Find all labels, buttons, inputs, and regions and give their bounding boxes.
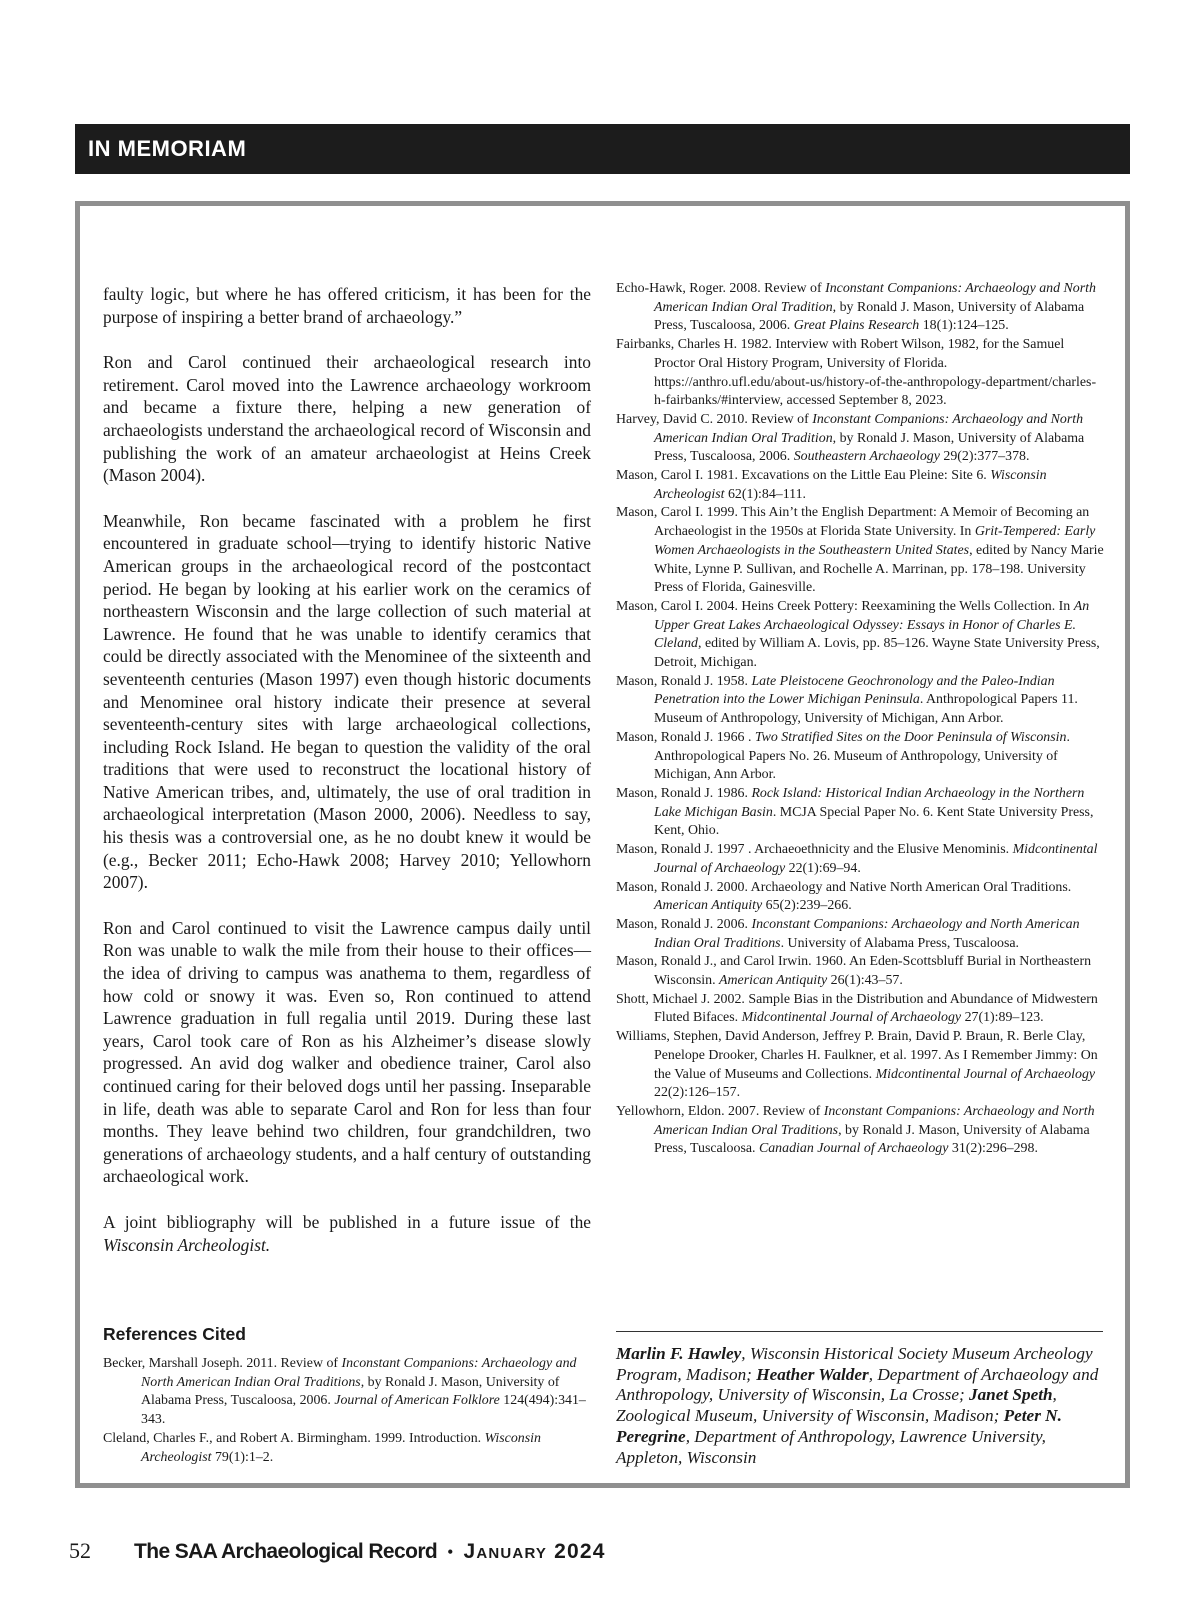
ref-text: Yellowhorn, Eldon. 2007. Review of [616,1103,824,1119]
journal-name: The SAA Archaeological Record [134,1540,438,1563]
ref-title: Inconstant Companions: Archaeology and North American Indian Oral Tradition [654,281,1096,315]
ref-title: American Antiquity [719,973,828,989]
ref-text: , edited by Nancy Marie White, Lynne P. Sullivan, and Rochelle A. Marrinan, pp. 178–198. University Press of Florida, Gainesville. [654,542,1104,596]
body-paragraph: Ron and Carol continued their archaeological research into retirement. Carol moved into the Lawrence archaeology workroom and became a fixture there, helping a new generation of archaeologists understand the archaeological record of Wisconsin and publishing the work of an amateur archaeologist at Heins Creek (Mason 2004). [103,352,591,486]
author-affiliation: , Wisconsin Historical Society Museum Archeology Program, Madison; [616,1344,1093,1384]
author-name: Peter N. Peregrine [616,1406,1062,1446]
ref-text: , by Ronald J. Mason, University of Alabama Press, Tuscaloosa, 2006. [654,299,1085,334]
reference-entry [616,785,1104,841]
reference-entry [616,1103,1104,1159]
author-name: Marlin F. Hawley [616,1344,742,1363]
ref-text: Harvey, David C. 2010. Review of [616,411,813,427]
reference-entry [103,1430,591,1467]
ref-text: , by Ronald J. Mason, University of Alabama Press, Tuscaloosa, 2006. [141,1374,560,1409]
ref-text: 79(1):1–2. [211,1449,274,1465]
ref-text: 29(2):377–378. [939,449,1030,465]
ref-text: . Anthropological Papers 11. Museum of Anthropology, University of Michigan, Ann Arbor. [654,692,1078,727]
ref-text: Echo-Hawk, Roger. 2008. Review of [616,281,826,296]
ref-text: Mason, Ronald J. 2000. Archaeology and Native North American Oral Traditions. [616,879,1072,895]
reference-entry [616,336,1104,411]
body-text [103,283,591,1256]
ref-text: Mason, Ronald J. 1986. [616,785,752,801]
ref-text: Mason, Carol I. 1999. This Ain’t the English Department: A Memoir of Becoming an Archaeologist in the 1950s at Florida State University. In [616,505,1090,540]
body-paragraph: Meanwhile, Ron became fascinated with a problem he first encountered in graduate school—trying to identify historic Native American groups in the archaeological record of the postcontact period. He began by looking at his earlier work on the ceramics of northeastern Wisconsin and the large collection of such material at Lawrence. He found that he was unable to identify ceramics that could be directly associated with the Menominee of the sixteenth and seventeenth centuries (Mason 1997) even though historic documents and Menominee oral history indicate their presence at several seventeenth-century sites with large archaeological collections, including Rock Island. He began to question the validity of the oral traditions that were used to reconstruct the locational history of Native American tribes, and, ultimately, the use of oral tradition in archaeological interpretation (Mason 2000, 2006). Needless to say, his thesis was a controversial one, as he no doubt knew it would be (e.g., Becker 2011; Echo-Hawk 2008; Harvey 2010; Yellowhorn 2007). [103,510,591,893]
ref-text: . University of Alabama Press, Tuscaloosa. [780,935,1020,951]
reference-entry [616,411,1104,467]
ref-text: Mason, Ronald J. 1997 . Archaeoethnicity and the Elusive Menominis. [616,842,1013,858]
author-name: Janet Speth [968,1385,1053,1405]
ref-title: Rock Island: Historical Indian Archaeology in the Northern Lake Michigan Basin [654,785,1085,820]
ref-text: 27(1):89–123. [961,1010,1044,1026]
closing-text: A joint bibliography will be published in a future issue of the [103,1211,591,1232]
ref-text: , by Ronald J. Mason, University of Alabama Press, Tuscaloosa. [654,1122,1090,1157]
reference-entry [616,841,1104,878]
ref-title: An Upper Great Lakes Archaeological Odyssey: Essays in Honor of Charles E. Cleland [654,598,1090,652]
references-heading: References Cited [103,1324,246,1344]
ref-text: Mason, Ronald J. 1958. [616,673,752,689]
reference-entry [616,1028,1104,1103]
ref-text: 31(2):296–298. [948,1141,1038,1157]
ref-text: Mason, Carol I. 1981. Excavations on the Little Eau Pleine: Site 6. [616,468,991,484]
ref-text: , edited by William A. Lovis, pp. 85–126. Wayne State University Press, Detroit, Michigan. [654,636,1100,671]
ref-text: Mason, Ronald J. 1966 . [616,729,755,745]
reference-entry [616,729,1104,785]
ref-text: 65(2):239–266. [762,898,852,914]
section-header [75,124,1130,174]
ref-title: Inconstant Companions: Archaeology and North American Indian Oral Traditions [654,916,1080,951]
ref-text: Williams, Stephen, David Anderson, Jeffrey P. Brain, David P. Braun, R. Berle Clay, Penelope Drooker, Charles H. Faulkner, et al. 1997. As I Remember Jimmy: On the Value of Museums and Collections. [616,1029,1098,1082]
ref-text: 22(1):69–94. [785,860,861,876]
ref-title: Midcontinental Journal of Archaeology [741,1010,962,1026]
reference-entry [616,280,1104,336]
ref-text: Shott, Michael J. 2002. Sample Bias in the Distribution and Abundance of Midwestern Fluted Bifaces. [616,991,1098,1026]
ref-text: 22(2):126–157. [654,1085,741,1101]
author-affiliations [616,1344,1104,1468]
reference-entry [616,879,1104,916]
ref-text: , by Ronald J. Mason, University of Alabama Press, Tuscaloosa, 2006. [654,430,1085,465]
ref-title: Wisconsin Archeologist [141,1430,541,1465]
ref-title: Two Stratified Sites on the Door Peninsula of Wisconsin [754,729,1067,745]
ref-journal: Southeastern Archaeology [793,449,940,465]
closing-journal-title: Wisconsin Archeologist. [103,1234,271,1255]
ref-text: . MCJA Special Paper No. 6. Kent State University Press, Kent, Ohio. [654,804,1094,839]
author-affiliation: , Department of Anthropology, Lawrence University, Appleton, Wisconsin [616,1426,1046,1467]
author-divider [616,1331,1103,1332]
reference-entry [616,467,1104,504]
closing-paragraph [103,1211,591,1256]
author-affiliation: , Department of Archaeology and Anthropology, University of Wisconsin, La Crosse; [616,1364,1099,1405]
ref-title: Late Pleistocene Geochronology and the Paleo-Indian Penetration into the Lower Michigan Peninsula [654,673,1055,708]
ref-text: Mason, Ronald J., and Carol Irwin. 1960. An Eden-Scottsbluff Burial in Northeastern Wisconsin. [616,954,1092,989]
ref-text: 124(494):341–343. [141,1393,586,1428]
reference-entry [616,953,1104,990]
page-number: 52 [69,1538,91,1563]
references-list-left [103,1355,591,1467]
author-affiliation: , Zoological Museum, University of Wisconsin, Madison; [616,1385,1057,1426]
reference-entry [616,916,1104,953]
ref-text: Becker, Marshall Joseph. 2011. Review of [103,1356,342,1371]
author-name: Heather Walder [756,1364,869,1384]
ref-title: Grit-Tempered: Early Women Archaeologists in the Southeastern United States [654,524,1096,558]
page-footer [69,1538,606,1564]
ref-title: Wisconsin Archeologist [654,468,1047,502]
ref-text: Cleland, Charles F., and Robert A. Birmingham. 1999. Introduction. [103,1430,485,1446]
ref-text: 26(1):43–57. [827,973,903,989]
ref-journal: Journal of American Folklore [334,1393,500,1409]
ref-title: Inconstant Companions: Archaeology and North American Indian Oral Tradition [654,411,1084,446]
issue-date: January 2024 [463,1540,606,1563]
body-paragraph: Ron and Carol continued to visit the Lawrence campus daily until Ron was unable to walk the mile from their house to their offices—the idea of driving to campus was anathema to them, regardless of how cold or snowy it was. Even so, Ron continued to attend Lawrence graduation in full regalia until 2019. During these last years, Carol took care of Ron as his Alzheimer’s disease slowly progressed. An avid dog walker and obedience trainer, Carol also continued caring for their beloved dogs until her passing. Inseparable in life, death was able to separate Carol and Ron for less than four months. They leave behind two children, four grandchildren, two generations of archaeology students, and a half century of outstanding archaeological work. [103,917,591,1187]
ref-text: Fairbanks, Charles H. 1982. Interview with Robert Wilson, 1982, for the Samuel Proctor Oral History Program, University of Florida. https://anthro.ufl.edu/about-us/history-of-the-anthropology-department/charles-h-fairbanks/#interview, accessed September 8, 2023. [616,337,1097,409]
ref-title: Midcontinental Journal of Archaeology [875,1066,1096,1082]
reference-entry [103,1355,591,1430]
ref-text: 62(1):84–111. [724,486,807,502]
reference-entry [616,598,1104,673]
ref-title: American Antiquity [654,898,763,914]
ref-text: 18(1):124–125. [919,318,1009,334]
footer-bullet: • [447,1542,454,1562]
references-list-right [616,280,1104,1159]
ref-title: Inconstant Companions: Archaeology and North American Indian Oral Traditions [141,1356,577,1390]
section-title: IN MEMORIAM [88,136,247,161]
reference-entry [616,673,1104,729]
ref-title: Inconstant Companions: Archaeology and North American Indian Oral Traditions [654,1103,1095,1138]
ref-journal: Great Plains Research [793,318,920,334]
ref-text: Mason, Carol I. 2004. Heins Creek Pottery: Reexamining the Wells Collection. In [616,598,1074,614]
ref-journal: Canadian Journal of Archaeology [758,1141,949,1157]
reference-entry [616,991,1104,1028]
ref-text: . Anthropological Papers No. 26. Museum of Anthropology, University of Michigan, Ann Arbor. [654,729,1070,783]
ref-title: Midcontinental Journal of Archaeology [654,842,1098,876]
reference-entry [616,504,1104,598]
ref-text: Mason, Ronald J. 2006. [616,916,752,932]
body-paragraph: faulty logic, but where he has offered criticism, it has been for the purpose of inspiring a better brand of archaeology.” [103,284,591,327]
